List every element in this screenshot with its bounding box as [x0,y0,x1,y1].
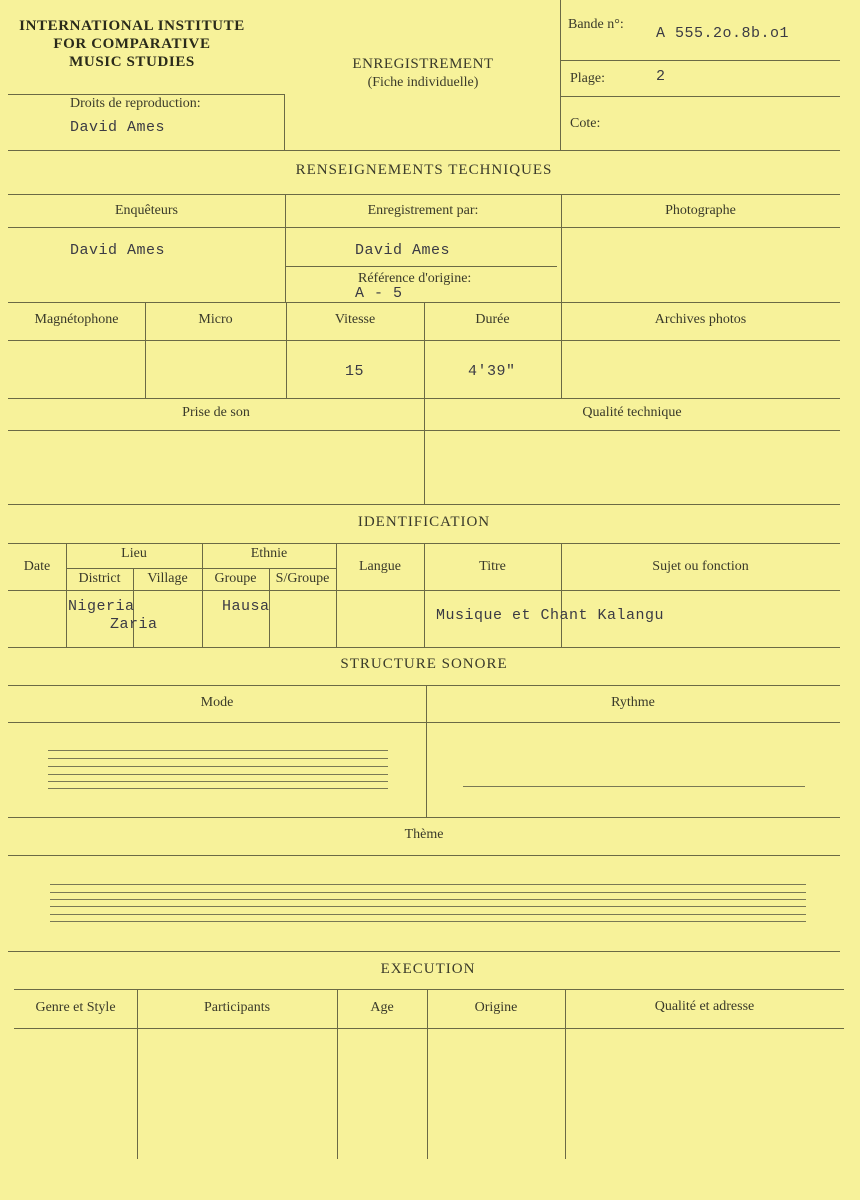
institute-name-line1: INTERNATIONAL INSTITUTE [19,18,245,34]
titre-value: Musique et Chant Kalangu [436,607,665,624]
rights-value: David Ames [70,119,166,136]
district-value-country: Nigeria [68,598,135,615]
institute-name-line3: MUSIC STUDIES [69,54,195,70]
village-label: Village [147,571,188,586]
sous-groupe-label: S/Groupe [275,571,330,586]
age-label: Age [370,1000,394,1015]
duree-value: 4'39" [468,363,516,380]
section-title-technique: RENSEIGNEMENTS TECHNIQUES [295,162,553,178]
magnetophone-label: Magnétophone [34,312,119,327]
ethnie-label: Ethnie [250,546,288,561]
reference-origine-value: A - 5 [355,285,403,302]
plage-value: 2 [656,68,666,85]
plage-label: Plage: [570,71,605,86]
section-title-identification: IDENTIFICATION [357,514,491,530]
section-title-execution: EXECUTION [380,961,476,977]
bande-value: A 555.2o.8b.o1 [656,25,790,42]
district-label: District [78,571,121,586]
enregistrement-par-value: David Ames [355,242,451,259]
document-subtitle: (Fiche individuelle) [367,75,479,90]
qualite-adresse-label: Qualité et adresse [654,999,755,1014]
groupe-value: Hausa [222,598,270,615]
cote-label: Cote: [570,116,601,131]
document-title: ENREGISTREMENT [352,56,494,72]
enregistrement-par-label: Enregistrement par: [367,203,479,218]
duree-label: Durée [475,312,510,327]
lieu-label: Lieu [121,546,147,561]
vitesse-value: 15 [345,363,365,380]
rythme-line [463,786,805,787]
date-label: Date [23,559,51,574]
enqueteurs-label: Enquêteurs [115,203,178,218]
district-value-city: Zaria [110,616,158,633]
sujet-fonction-label: Sujet ou fonction [652,559,749,574]
langue-label: Langue [359,559,401,574]
origine-label: Origine [474,1000,518,1015]
rights-label: Droits de reproduction: [70,96,201,111]
participants-label: Participants [203,1000,271,1015]
mode-staff [48,750,388,751]
photographe-label: Photographe [665,203,736,218]
section-title-structure: STRUCTURE SONORE [340,656,508,672]
titre-label: Titre [479,559,506,574]
institute-name-line2: FOR COMPARATIVE [53,36,211,52]
qualite-technique-label: Qualité technique [582,405,682,420]
archives-photos-label: Archives photos [654,312,747,327]
mode-label: Mode [200,695,234,710]
enqueteurs-value: David Ames [70,242,166,259]
reference-origine-label: Référence d'origine: [358,271,472,286]
micro-label: Micro [198,312,233,327]
genre-style-label: Genre et Style [35,1000,116,1015]
vitesse-label: Vitesse [334,312,376,327]
theme-staff [50,884,806,885]
bande-label: Bande n°: [568,17,624,32]
groupe-label: Groupe [214,571,257,586]
rythme-label: Rythme [611,695,655,710]
theme-label: Thème [404,827,444,842]
prise-de-son-label: Prise de son [182,405,250,420]
